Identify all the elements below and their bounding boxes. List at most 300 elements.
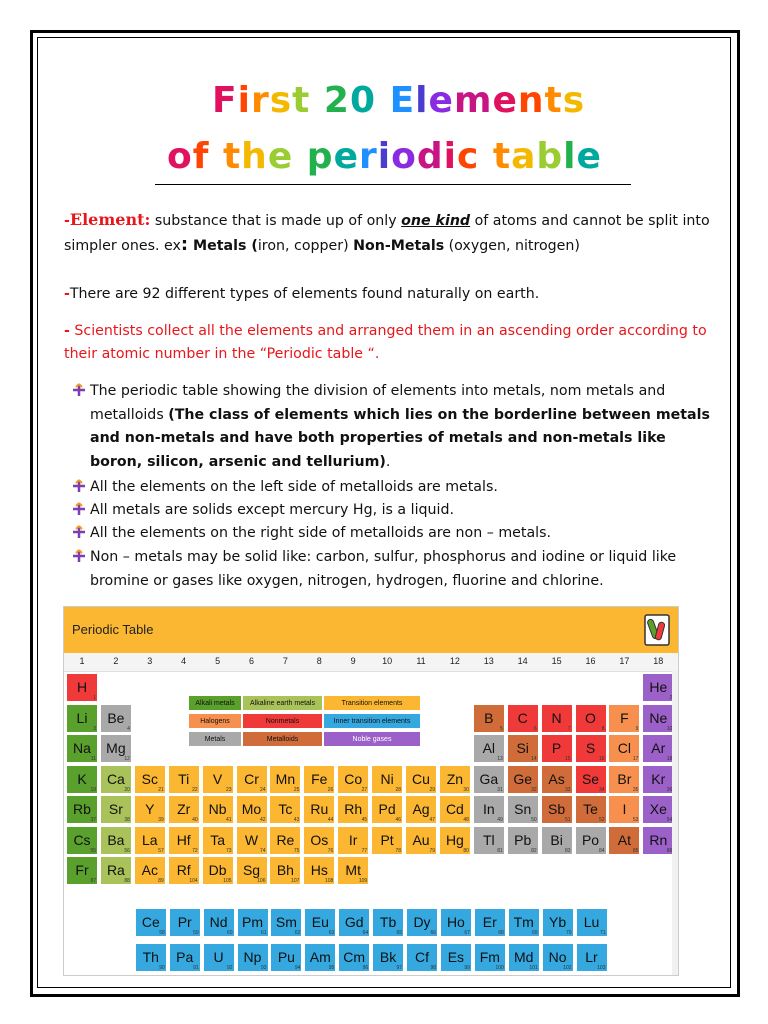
- elements-count-paragraph: [64, 283, 728, 306]
- element-cell-Os[interactable]: [303, 826, 335, 855]
- group-number: 9: [350, 656, 356, 666]
- atomic-number: 94: [294, 965, 301, 971]
- element-cell-P[interactable]: [541, 734, 573, 763]
- element-symbol: Rf: [176, 862, 191, 878]
- metals-examples: iron, copper): [257, 238, 354, 254]
- p3-dash: -: [64, 323, 70, 339]
- title-letter: e: [267, 136, 294, 177]
- element-cell-Ac[interactable]: [134, 856, 166, 885]
- element-cell-Es[interactable]: [440, 943, 472, 972]
- element-cell-Pt[interactable]: [371, 826, 403, 855]
- atomic-number: 13: [497, 756, 503, 762]
- atomic-number: 31: [497, 786, 503, 793]
- group-number: 2: [113, 656, 119, 666]
- element-cell-I[interactable]: [608, 795, 640, 824]
- element-cell-Ra[interactable]: [100, 856, 132, 885]
- definition-colon: :: [180, 234, 189, 255]
- atomic-number: 51: [565, 817, 571, 823]
- atomic-number: 32: [531, 786, 537, 793]
- element-symbol: Re: [276, 831, 295, 848]
- element-cell-Yb[interactable]: [542, 908, 574, 937]
- atomic-number: 62: [294, 930, 301, 936]
- atomic-number: 46: [395, 817, 402, 823]
- periodic-table-image: [63, 606, 679, 976]
- element-cell-Bk[interactable]: [372, 943, 404, 972]
- element-symbol: Mg: [106, 740, 126, 756]
- element-symbol: Tl: [482, 831, 495, 848]
- element-symbol: Cf: [415, 949, 429, 965]
- title-letter: r: [358, 136, 378, 177]
- element-cell-Ba[interactable]: [100, 826, 132, 855]
- title-letter: [310, 80, 324, 121]
- element-cell-Sg[interactable]: [236, 856, 268, 885]
- atomic-number: 74: [259, 847, 266, 854]
- element-symbol: Sm: [275, 914, 297, 930]
- element-cell-Be[interactable]: [100, 704, 132, 733]
- bullet-text-main: All the elements on the right side of metalloids are non – metals.: [90, 525, 551, 541]
- element-symbol: Bk: [379, 949, 397, 965]
- title-letter: s: [269, 80, 293, 121]
- element-symbol: Sc: [141, 770, 158, 787]
- definition-text-2: of atoms and cannot be split into simpler ones. ex: [64, 213, 710, 254]
- element-cell-Po[interactable]: [575, 826, 607, 855]
- element-cell-Y[interactable]: [134, 795, 166, 824]
- element-cell-Al[interactable]: [473, 734, 505, 763]
- element-cell-Li[interactable]: [66, 704, 98, 733]
- bullet-arrow-icon: [72, 383, 86, 397]
- group-number: 7: [282, 656, 288, 666]
- atomic-number: 15: [565, 756, 571, 762]
- element-cell-Pr[interactable]: [169, 908, 201, 937]
- bullet-arrow-icon: [72, 549, 86, 563]
- atomic-number: 6: [533, 725, 537, 732]
- element-cell-B[interactable]: [473, 704, 505, 733]
- title-letter: s: [562, 80, 586, 121]
- element-cell-No[interactable]: [542, 943, 574, 972]
- element-cell-La[interactable]: [134, 826, 166, 855]
- group-number-row: [64, 653, 678, 672]
- element-cell-Np[interactable]: [237, 943, 269, 972]
- element-symbol: Rb: [73, 801, 91, 817]
- atomic-number: 36: [666, 786, 673, 793]
- legend-item: Noble gases: [323, 731, 421, 747]
- atomic-number: 75: [293, 847, 300, 854]
- atomic-number: 85: [632, 847, 639, 854]
- element-cell-Ir[interactable]: [337, 826, 369, 855]
- atomic-number: 4: [127, 725, 130, 732]
- element-cell-Fm[interactable]: [474, 943, 506, 972]
- element-cell-He[interactable]: [642, 673, 674, 702]
- element-cell-Kr[interactable]: [642, 765, 674, 794]
- element-symbol: Si: [516, 740, 529, 756]
- atomic-number: 101: [529, 965, 538, 971]
- element-symbol: Pa: [176, 949, 194, 965]
- element-symbol: Cd: [445, 801, 464, 817]
- element-cell-Sc[interactable]: [134, 765, 166, 794]
- element-cell-Cf[interactable]: [406, 943, 438, 972]
- element-cell-U[interactable]: [203, 943, 235, 972]
- element-cell-Mg[interactable]: [100, 734, 132, 763]
- atomic-number: 25: [293, 786, 300, 793]
- element-cell-Tb[interactable]: [372, 908, 404, 937]
- element-symbol: C: [517, 709, 528, 726]
- element-cell-K[interactable]: [66, 765, 98, 794]
- atomic-number: 5: [500, 725, 503, 732]
- element-symbol: Rn: [649, 831, 668, 848]
- element-cell-Se[interactable]: [575, 765, 607, 794]
- title-letter: i: [237, 80, 251, 121]
- atomic-number: 102: [563, 965, 572, 971]
- atomic-number: 80: [463, 847, 469, 854]
- element-symbol: U: [213, 949, 224, 965]
- element-cell-Pu[interactable]: [270, 943, 302, 972]
- element-symbol: Zr: [177, 801, 191, 817]
- atomic-number: 107: [291, 878, 300, 884]
- element-symbol: Mn: [275, 770, 296, 787]
- element-cell-Ca[interactable]: [100, 765, 132, 794]
- element-symbol: Ge: [513, 770, 533, 787]
- element-symbol: La: [142, 831, 158, 848]
- element-cell-Hs[interactable]: [303, 856, 335, 885]
- element-cell-O[interactable]: [575, 704, 607, 733]
- element-cell-Ne[interactable]: [642, 704, 674, 733]
- element-symbol: Ga: [479, 770, 499, 787]
- element-cell-Cs[interactable]: [66, 826, 98, 855]
- bullet-item: [72, 380, 722, 474]
- atomic-number: 14: [531, 756, 537, 762]
- atomic-number: 11: [90, 756, 96, 762]
- element-cell-Pd[interactable]: [371, 795, 403, 824]
- atomic-number: 104: [189, 878, 198, 884]
- element-cell-Mt[interactable]: [337, 856, 369, 885]
- atomic-number: 55: [90, 847, 96, 854]
- atomic-number: 49: [497, 817, 503, 823]
- bullet-item: [72, 546, 722, 593]
- element-cell-Sn[interactable]: [507, 795, 539, 824]
- atomic-number: 1: [93, 695, 96, 701]
- title-letter: o: [167, 136, 193, 177]
- atomic-number: 7: [567, 725, 571, 732]
- element-symbol: Fm: [479, 949, 500, 965]
- title-letter: o: [391, 136, 417, 177]
- element-cell-Ag[interactable]: [405, 795, 437, 824]
- element-cell-Mo[interactable]: [236, 795, 268, 824]
- element-cell-Th[interactable]: [135, 943, 167, 972]
- element-cell-Ru[interactable]: [303, 795, 335, 824]
- element-cell-Tl[interactable]: [473, 826, 505, 855]
- atomic-number: 19: [90, 786, 96, 793]
- element-cell-Eu[interactable]: [304, 908, 336, 937]
- element-cell-Xe[interactable]: [642, 795, 674, 824]
- element-symbol: Nd: [209, 914, 228, 930]
- element-cell-Fr[interactable]: [66, 856, 98, 885]
- element-cell-Rb[interactable]: [66, 795, 98, 824]
- element-cell-Nd[interactable]: [203, 908, 235, 937]
- atomic-number: 64: [362, 930, 369, 936]
- element-symbol: Pm: [242, 914, 263, 930]
- atomic-number: 50: [531, 817, 537, 823]
- element-cell-Hg[interactable]: [439, 826, 471, 855]
- legend-item: Nonmetals: [242, 713, 323, 729]
- title-letter: t: [292, 80, 311, 121]
- element-symbol: Ta: [210, 831, 225, 848]
- atomic-number: 20: [124, 786, 130, 793]
- nonmetals-label: Non-Metals: [353, 238, 445, 254]
- element-cell-Ni[interactable]: [371, 765, 403, 794]
- element-symbol: Hg: [445, 831, 464, 848]
- element-cell-Zr[interactable]: [168, 795, 200, 824]
- element-symbol: Np: [243, 949, 262, 965]
- element-symbol: At: [617, 831, 631, 848]
- element-symbol: Lr: [585, 949, 598, 965]
- element-symbol: Ra: [106, 862, 125, 878]
- element-symbol: Dy: [413, 914, 431, 930]
- element-cell-Pa[interactable]: [169, 943, 201, 972]
- element-cell-Zn[interactable]: [439, 765, 471, 794]
- element-symbol: Be: [107, 709, 125, 726]
- element-cell-Dy[interactable]: [406, 908, 438, 937]
- element-symbol: Sb: [548, 801, 566, 817]
- element-cell-N[interactable]: [541, 704, 573, 733]
- title-letter: 0: [349, 80, 377, 121]
- atomic-number: 21: [158, 786, 164, 793]
- title-letter: f: [192, 136, 210, 177]
- atomic-number: 40: [192, 817, 198, 823]
- title-letter: i: [443, 136, 457, 177]
- element-cell-Sb[interactable]: [541, 795, 573, 824]
- bullet-arrow-icon: [72, 525, 86, 539]
- element-cell-Ga[interactable]: [473, 765, 505, 794]
- title-letter: b: [536, 136, 564, 177]
- element-cell-Ge[interactable]: [507, 765, 539, 794]
- element-cell-Rh[interactable]: [337, 795, 369, 824]
- element-cell-Sm[interactable]: [270, 908, 302, 937]
- bullet-text: [72, 476, 722, 500]
- element-symbol: Ni: [380, 770, 394, 787]
- atomic-number: 72: [192, 847, 198, 854]
- element-cell-Bh[interactable]: [269, 856, 301, 885]
- group-number: 10: [382, 656, 393, 666]
- atomic-number: 65: [396, 930, 403, 936]
- atomic-number: 68: [498, 930, 504, 936]
- element-symbol: Ca: [106, 770, 125, 787]
- title-line-2: [167, 136, 602, 177]
- bullet-text-bold: (The class of elements which lies on the borderline between metals and non-metals and have both properties of metals and non-metals like boron, silicon, arsenic and tellurium): [90, 406, 710, 470]
- atomic-number: 30: [463, 786, 469, 793]
- element-symbol: Yb: [549, 914, 567, 930]
- element-symbol: As: [548, 770, 565, 787]
- periodic-table-header: [64, 607, 678, 653]
- element-cell-Cr[interactable]: [236, 765, 268, 794]
- atomic-number: 105: [223, 878, 232, 884]
- atomic-number: 38: [124, 817, 130, 823]
- atomic-number: 90: [159, 965, 165, 971]
- bullet-text-tail: .: [385, 453, 391, 470]
- element-cell-Tm[interactable]: [508, 908, 540, 937]
- element-cell-Lr[interactable]: [576, 943, 608, 972]
- atomic-number: 60: [227, 930, 233, 936]
- atomic-number: 26: [327, 786, 334, 793]
- title-line-1: [212, 80, 585, 121]
- element-cell-Rn[interactable]: [642, 826, 674, 855]
- title-letter: 2: [323, 80, 350, 121]
- atomic-number: 83: [565, 847, 571, 854]
- test-tube-logo-icon: [642, 613, 672, 647]
- atomic-number: 71: [599, 930, 606, 936]
- element-cell-Fe[interactable]: [303, 765, 335, 794]
- element-symbol: Ne: [649, 709, 668, 726]
- atomic-number: 23: [226, 786, 232, 793]
- element-symbol: Ar: [651, 740, 666, 756]
- element-cell-S[interactable]: [575, 734, 607, 763]
- atomic-number: 96: [362, 965, 369, 971]
- element-symbol: Bi: [550, 831, 563, 848]
- element-cell-Te[interactable]: [575, 795, 607, 824]
- element-symbol: Ce: [141, 914, 160, 930]
- title-letter: i: [377, 136, 392, 177]
- bullet-text-main: The periodic table showing the division of elements into metals, nom metals and metalloids: [90, 383, 666, 423]
- element-symbol: N: [551, 709, 562, 726]
- element-cell-Md[interactable]: [508, 943, 540, 972]
- element-cell-Cu[interactable]: [405, 765, 437, 794]
- atomic-number: 86: [666, 847, 673, 854]
- element-cell-Ta[interactable]: [202, 826, 234, 855]
- element-symbol: Os: [310, 831, 329, 848]
- element-symbol: Lu: [583, 914, 600, 930]
- element-symbol: Cm: [343, 949, 366, 965]
- p2-dash: -: [64, 286, 70, 302]
- element-cell-Au[interactable]: [405, 826, 437, 855]
- title-letter: a: [511, 136, 537, 177]
- element-symbol: Cu: [412, 770, 430, 787]
- atomic-number: 98: [430, 965, 436, 971]
- atomic-number: 24: [259, 786, 266, 793]
- periodic-table-title: Periodic Table: [72, 622, 154, 637]
- atomic-number: 17: [632, 756, 639, 762]
- element-cell-Hf[interactable]: [168, 826, 200, 855]
- element-cell-Ar[interactable]: [642, 734, 674, 763]
- group-number: 11: [416, 656, 426, 666]
- element-symbol: K: [77, 770, 87, 787]
- group-number: 16: [585, 656, 596, 666]
- element-cell-Nb[interactable]: [202, 795, 234, 824]
- element-symbol: Ho: [446, 914, 465, 930]
- element-cell-Ho[interactable]: [440, 908, 472, 937]
- element-symbol: Zn: [446, 770, 464, 787]
- element-cell-V[interactable]: [202, 765, 234, 794]
- element-symbol: Hs: [310, 862, 328, 878]
- atomic-number: 28: [395, 786, 402, 793]
- atomic-number: 39: [158, 817, 164, 823]
- element-cell-Na[interactable]: [66, 734, 98, 763]
- atomic-number: 34: [598, 786, 605, 793]
- atomic-number: 108: [324, 878, 334, 884]
- element-cell-H[interactable]: [66, 673, 98, 702]
- element-cell-Cm[interactable]: [338, 943, 370, 972]
- atomic-number: 52: [598, 817, 605, 823]
- group-number: 5: [215, 656, 221, 666]
- element-cell-At[interactable]: [608, 826, 640, 855]
- atomic-number: 10: [666, 725, 673, 732]
- element-symbol: Fr: [75, 862, 89, 878]
- element-cell-Ti[interactable]: [168, 765, 200, 794]
- legend-item: Metals: [188, 731, 242, 747]
- atomic-number: 67: [464, 930, 470, 936]
- group-number: 14: [517, 656, 528, 666]
- element-cell-Br[interactable]: [608, 765, 640, 794]
- element-cell-Pm[interactable]: [237, 908, 269, 937]
- element-cell-Gd[interactable]: [338, 908, 370, 937]
- element-symbol: Eu: [311, 914, 329, 930]
- element-cell-Lu[interactable]: [576, 908, 608, 937]
- element-symbol: He: [649, 679, 668, 695]
- element-symbol: O: [585, 709, 596, 726]
- element-symbol: Pt: [380, 831, 394, 848]
- element-cell-Rf[interactable]: [168, 856, 200, 885]
- element-cell-Bi[interactable]: [541, 826, 573, 855]
- element-symbol: No: [548, 949, 567, 965]
- title-letter: e: [492, 80, 518, 121]
- element-symbol: Th: [142, 949, 159, 965]
- element-cell-Cl[interactable]: [608, 734, 640, 763]
- element-cell-Pb[interactable]: [507, 826, 539, 855]
- element-cell-As[interactable]: [541, 765, 573, 794]
- element-cell-C[interactable]: [507, 704, 539, 733]
- atomic-number: 84: [598, 847, 605, 854]
- element-cell-Am[interactable]: [304, 943, 336, 972]
- element-cell-Cd[interactable]: [439, 795, 471, 824]
- title-letter: n: [517, 80, 545, 121]
- element-symbol: Er: [482, 914, 497, 930]
- group-number: 1: [79, 656, 85, 666]
- element-cell-Re[interactable]: [269, 826, 301, 855]
- element-cell-Db[interactable]: [202, 856, 234, 885]
- element-cell-Tc[interactable]: [269, 795, 301, 824]
- p3-text: Scientists collect all the elements and arranged them in an ascending order according to their atomic number in the “Periodic table “.: [64, 323, 707, 362]
- element-cell-Mn[interactable]: [269, 765, 301, 794]
- element-cell-Sr[interactable]: [100, 795, 132, 824]
- definition-term: Element:: [69, 210, 151, 229]
- element-cell-F[interactable]: [608, 704, 640, 733]
- element-cell-Co[interactable]: [337, 765, 369, 794]
- atomic-number: 2: [669, 695, 673, 701]
- title-letter: [376, 80, 390, 121]
- atomic-number: 44: [327, 817, 334, 823]
- element-symbol: Fe: [311, 770, 328, 787]
- element-cell-W[interactable]: [236, 826, 268, 855]
- atomic-number: 69: [532, 930, 538, 936]
- title-letter: r: [250, 80, 270, 121]
- bullet-item: [72, 476, 722, 500]
- atomic-number: 77: [361, 847, 368, 854]
- element-cell-In[interactable]: [473, 795, 505, 824]
- atomic-number: 12: [124, 756, 130, 762]
- element-symbol: H: [76, 679, 88, 695]
- element-cell-Si[interactable]: [507, 734, 539, 763]
- atomic-number: 99: [464, 965, 470, 971]
- element-cell-Ce[interactable]: [135, 908, 167, 937]
- element-cell-Er[interactable]: [474, 908, 506, 937]
- title-letter: e: [576, 136, 602, 177]
- atomic-number: 57: [158, 847, 164, 854]
- element-symbol: P: [551, 740, 562, 756]
- atomic-number: 82: [531, 847, 537, 854]
- element-symbol: Cr: [244, 770, 259, 787]
- element-symbol: Pd: [378, 801, 396, 817]
- group-number: 4: [181, 656, 187, 666]
- atomic-number: 43: [293, 817, 300, 823]
- nonmetals-examples: (oxygen, nitrogen): [444, 238, 580, 254]
